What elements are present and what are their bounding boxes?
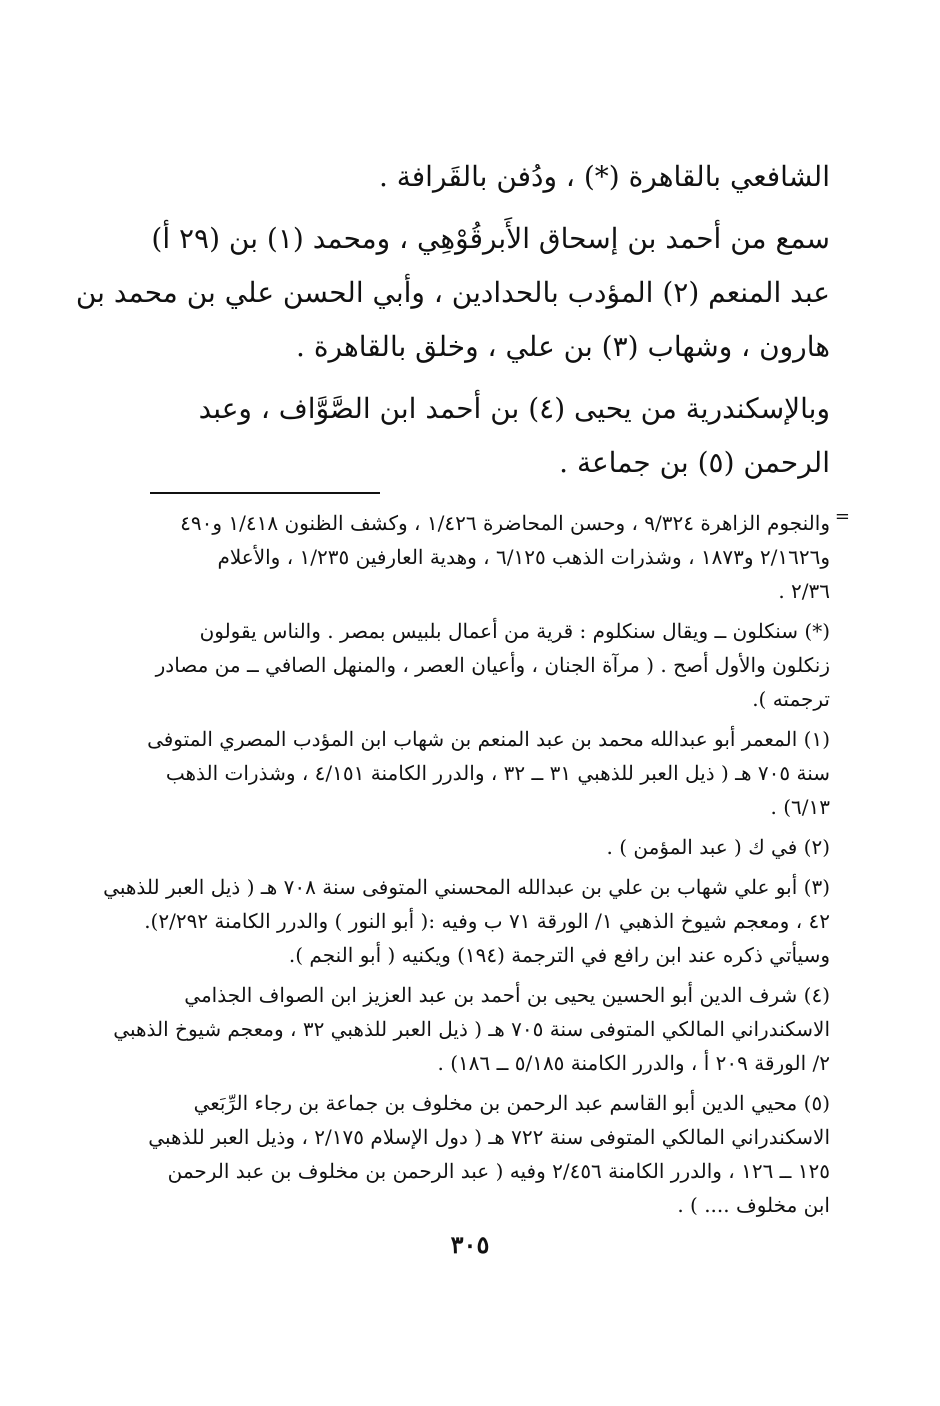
footnote-line: ترجمته ). bbox=[752, 687, 830, 711]
footnote-line: ابن مخلوف .... ) . bbox=[677, 1193, 830, 1217]
footnote-line: (*) سنكلون ــ ويقال سنكلوم : قرية من أعمال بلبيس بمصر . والناس يقولون bbox=[199, 619, 830, 643]
footnote-line: و٢/١٦٢٦ و١٨٧٣ ، وشذرات الذهب ٦/١٢٥ ، وهدية العارفين ١/٢٣٥ ، والأعلام bbox=[217, 545, 830, 569]
footnote-line: (٥) محيي الدين أبو القاسم عبد الرحمن بن مخلوف بن جماعة بن رجاء الرِّبَعي bbox=[193, 1091, 830, 1115]
footnote-line: ٢/٣٦ . bbox=[778, 579, 830, 603]
footnote-line: (٣) أبو علي شهاب بن علي بن عبدالله المحسني المتوفى سنة ٧٠٨ هـ ( ذيل العبر للذهبي bbox=[103, 875, 830, 899]
footnote-line: ٦/١٣) . bbox=[770, 795, 830, 819]
main-text-line: عبد المنعم (٢) المؤدب بالحدادين ، وأبي الحسن علي بن محمد بن bbox=[75, 276, 830, 309]
footnote-line: ١٢٥ ــ ١٢٦ ، والدرر الكامنة ٢/٤٥٦ وفيه ( عبد الرحمن بن مخلوف بن عبد الرحمن bbox=[167, 1159, 830, 1183]
footnote-continuation bbox=[150, 506, 850, 608]
page-body bbox=[75, 150, 850, 1222]
main-text-line: الرحمن (٥) بن جماعة . bbox=[559, 446, 830, 479]
footnote-line: زنكلون والأول أصح . ( مرآة الجنان ، وأعيان العصر ، والمنهل الصافي ــ من مصادر bbox=[155, 653, 830, 677]
footnotes bbox=[103, 506, 850, 1222]
footnote-line: (٢) في ك ( عبد المؤمن ) . bbox=[606, 835, 830, 859]
continuation-mark: = bbox=[834, 506, 850, 527]
footnote-line: الاسكندراني المالكي المتوفى سنة ٧٢٢ هـ ( دول الإسلام ٢/١٧٥ ، وذيل العبر للذهبي bbox=[148, 1125, 830, 1149]
main-text-line: الشافعي بالقاهرة (*) ، ودُفن بالقَرافة . bbox=[378, 160, 830, 193]
footnote-line: (١) المعمر أبو عبدالله محمد بن عبد المنعم بن شهاب ابن المؤدب المصري المتوفى bbox=[147, 727, 830, 751]
main-text-line: وبالإسكندرية من يحيى (٤) بن أحمد ابن الصَّوَّاف ، وعبد bbox=[198, 392, 830, 425]
footnote-5 bbox=[150, 1086, 830, 1222]
footnote-line: (٤) شرف الدين أبو الحسين يحيى بن أحمد بن عبد العزيز ابن الصواف الجذامي bbox=[184, 983, 830, 1007]
footnote-separator bbox=[150, 492, 380, 494]
footnote-line: الاسكندراني المالكي المتوفى سنة ٧٠٥ هـ ( ذيل العبر للذهبي ٣٢ ، ومعجم شيوخ الذهبي bbox=[113, 1017, 830, 1041]
footnote-separator-wrap bbox=[150, 492, 830, 494]
main-text-line: سمع من أحمد بن إسحاق الأَبرقُوْهِي ، ومحمد (١) بن (٢٩ أ) bbox=[151, 222, 830, 255]
footnote-3 bbox=[103, 870, 830, 972]
footnote-4 bbox=[113, 978, 830, 1080]
page-number: ٣٠٥ bbox=[450, 1230, 490, 1259]
footnote-line: والنجوم الزاهرة ٩/٣٢٤ ، وحسن المحاضرة ١/٤٢٦ ، وكشف الظنون ١/٤١٨ و٤٩٠ bbox=[180, 511, 830, 535]
main-text bbox=[75, 150, 830, 490]
footnote-line: سنة ٧٠٥ هـ ( ذيل العبر للذهبي ٣١ ــ ٣٢ ، والدرر الكامنة ٤/١٥١ ، وشذرات الذهب bbox=[165, 761, 830, 785]
main-text-line: هارون ، وشهاب (٣) بن علي ، وخلق بالقاهرة . bbox=[296, 330, 830, 363]
footnote-line: ٢/ الورقة ٢٠٩ أ ، والدرر الكامنة ٥/١٨٥ ــ ١٨٦) . bbox=[437, 1051, 830, 1075]
footnote-asterisk bbox=[150, 614, 830, 716]
footnote-line: ٤٢ ، ومعجم شيوخ الذهبي ١/ الورقة ٧١ ب وفيه :( أبو النور ) والدرر الكامنة ٢/٢٩٢). bbox=[144, 909, 830, 933]
footnote-2 bbox=[150, 830, 830, 864]
footnote-line: وسيأتي ذكره عند ابن رافع في الترجمة (١٩٤) ويكنيه ( أبو النجم ). bbox=[288, 943, 830, 967]
main-paragraph bbox=[75, 212, 830, 374]
footnote-1 bbox=[147, 722, 830, 824]
main-paragraph bbox=[150, 382, 830, 490]
